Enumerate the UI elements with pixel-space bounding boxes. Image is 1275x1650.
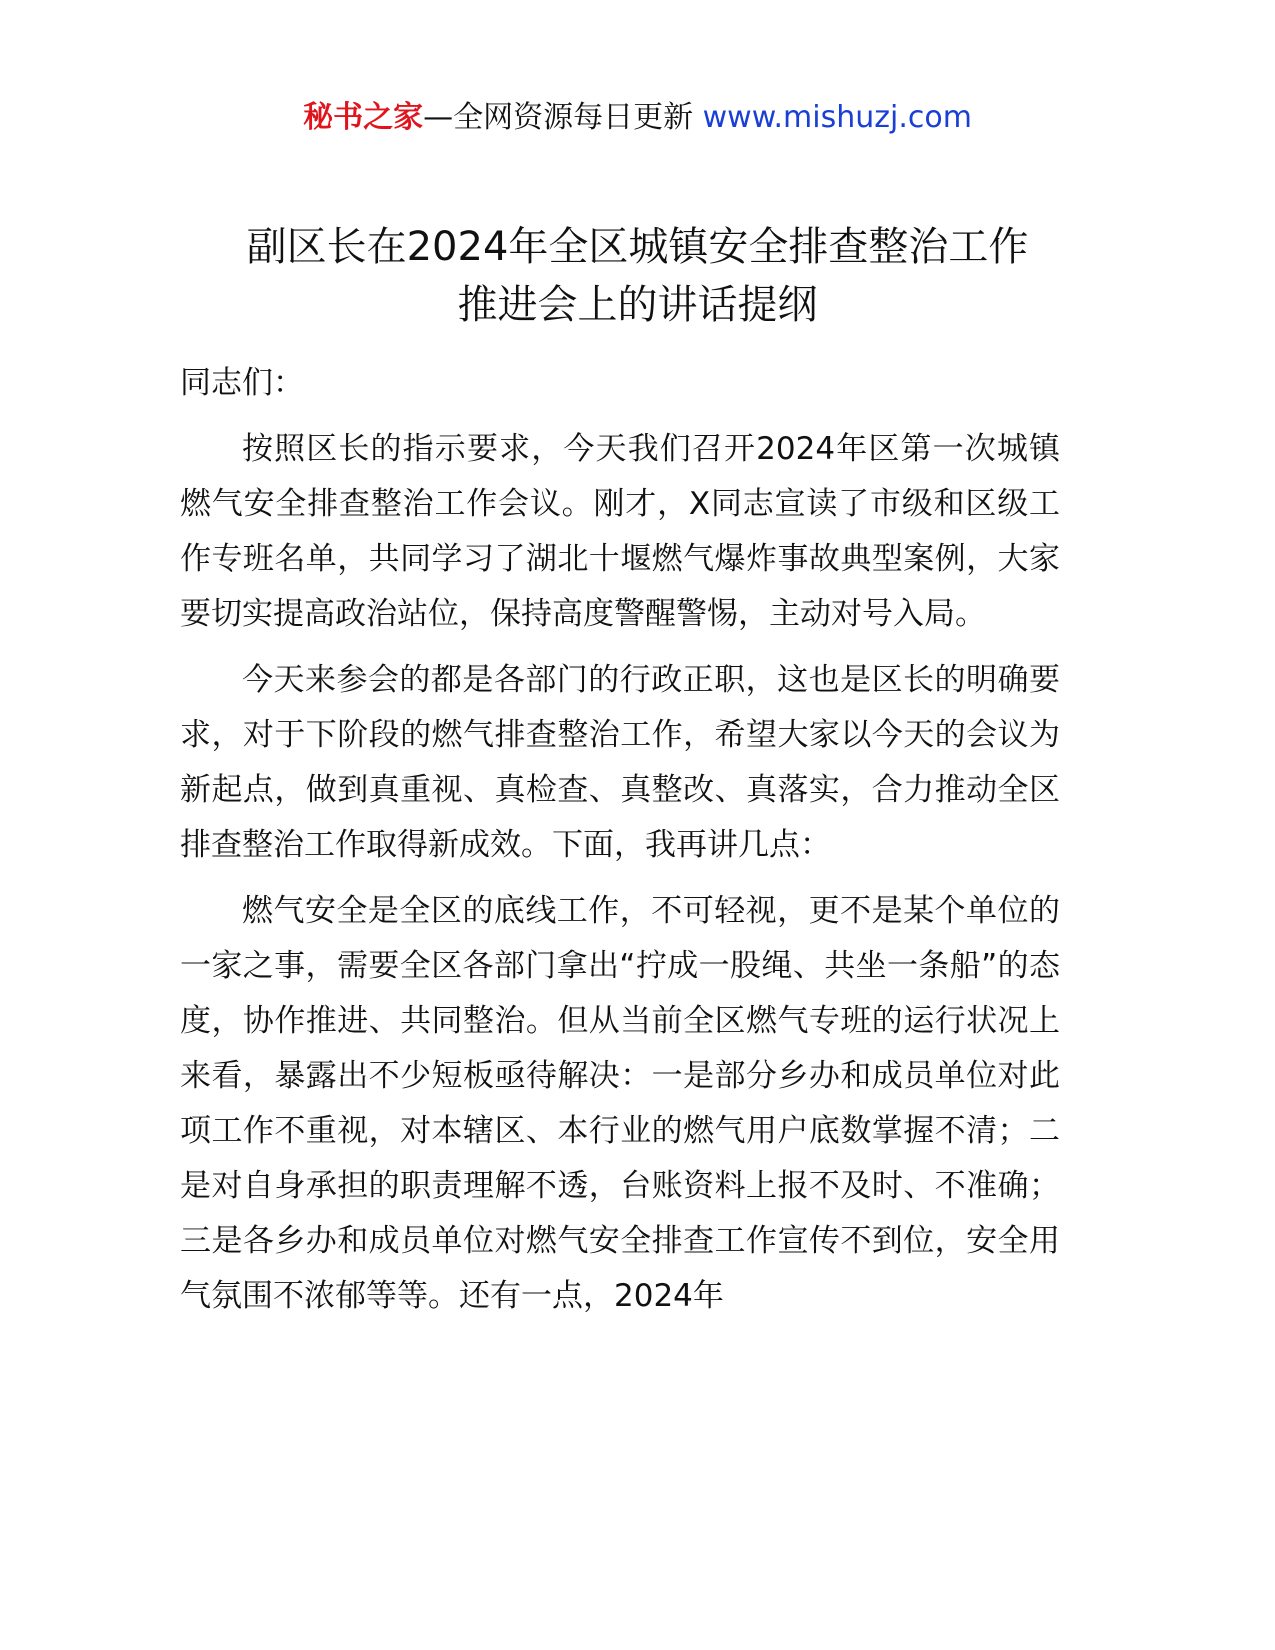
- site-header: [0, 96, 1275, 140]
- paragraph-2: 今天来参会的都是各部门的行政正职，这也是区长的明确要求，对于下阶段的燃气排查整治工作，希望大家以今天的会议为新起点，做到真重视、真检查、真整改、真落实，合力推动全区排查整治工作取得新成效。下面，我再讲几点：: [180, 662, 1060, 863]
- title-line-2: 推进会上的讲话提纲: [457, 282, 818, 328]
- paragraph-3: 燃气安全是全区的底线工作，不可轻视，更不是某个单位的一家之事，需要全区各部门拿出“拧成一股绳、共坐一条船”的态度，协作推进、共同整治。但从当前全区燃气专班的运行状况上来看，暴露出不少短板亟待解决：一是部分乡办和成员单位对此项工作不重视，对本辖区、本行业的燃气用户底数掌握不清；二是对自身承担的职责理解不透，台账资料上报不及时、不准确；三是各乡办和成员单位对燃气安全排查工作宣传不到位，安全用气氛围不浓郁等等。还有一点，2024年: [180, 893, 1060, 1314]
- brand-name: 秘书之家: [303, 100, 424, 135]
- title-line-1: 副区长在2024年全区城镇安全排查整治工作: [246, 224, 1029, 270]
- header-tagline: —全网资源每日更新: [423, 100, 694, 135]
- site-url-link[interactable]: www.mishuzj.com: [702, 100, 972, 135]
- salutation: 同志们：: [180, 365, 304, 401]
- document-title: [100, 218, 1175, 334]
- paragraph-1: 按照区长的指示要求，今天我们召开2024年区第一次城镇燃气安全排查整治工作会议。刚才，X同志宣读了市级和区级工作专班名单，共同学习了湖北十堰燃气爆炸事故典型案例，大家要切实提高政治站位，保持高度警醒警惕，主动对号入局。: [180, 431, 1060, 632]
- document-body: [180, 356, 1060, 1335]
